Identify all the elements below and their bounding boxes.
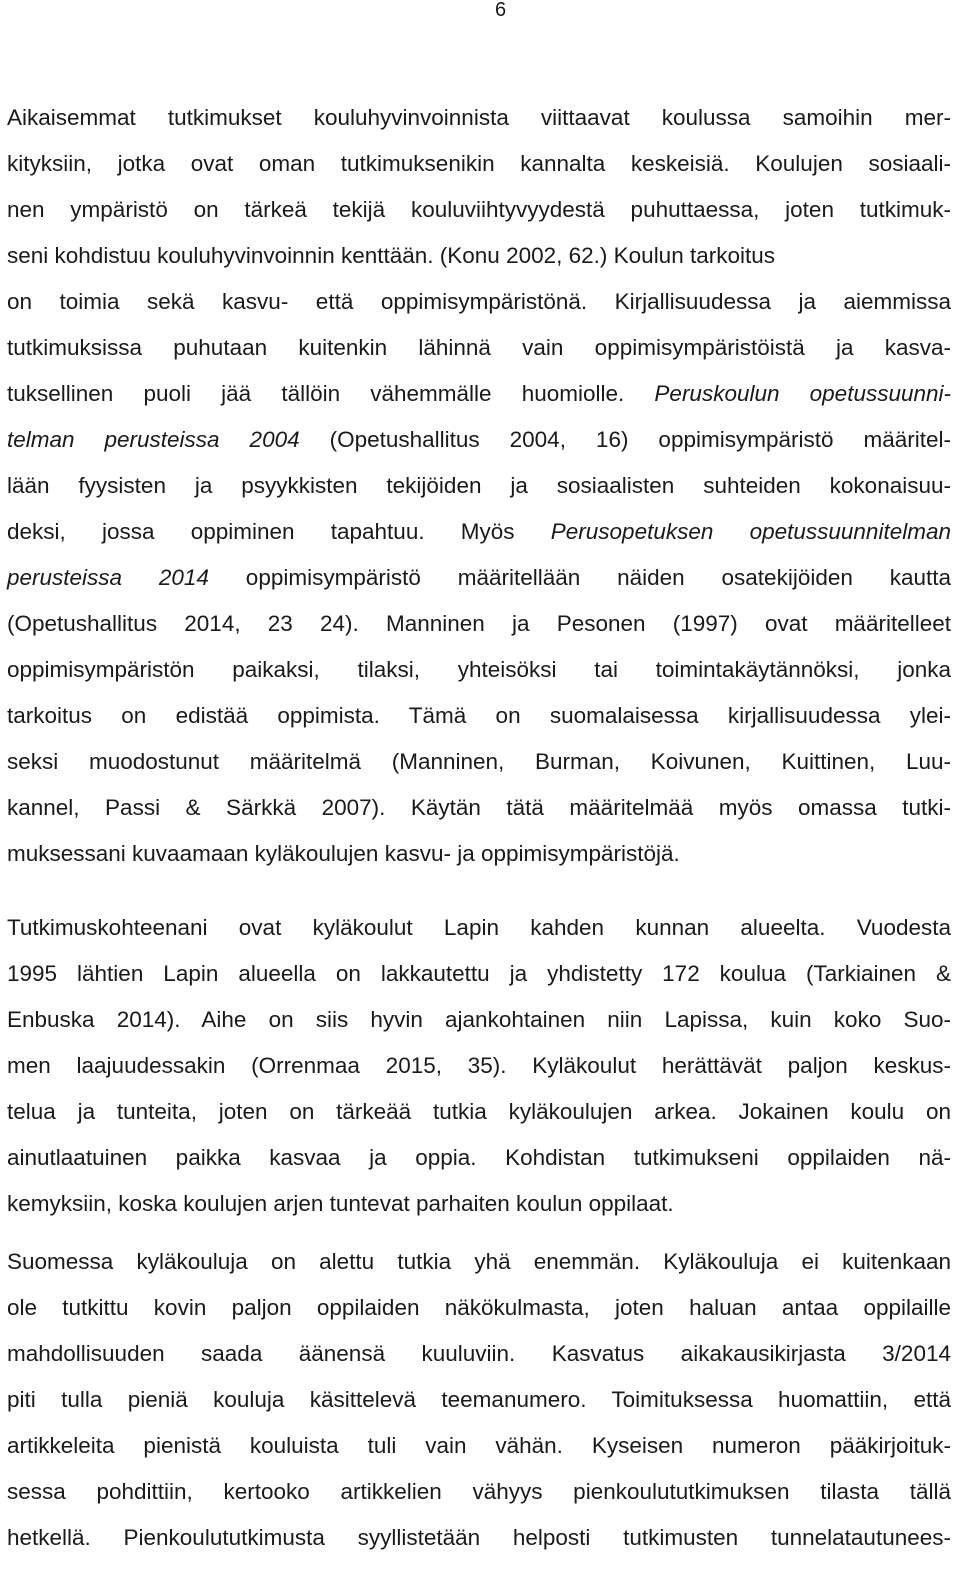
text-line bbox=[7, 141, 951, 187]
text-line bbox=[7, 601, 951, 647]
text-segment: men laajuudessakin (Orrenmaa 2015, 35). Kyläkoulut herättävät paljon keskus- bbox=[7, 1053, 951, 1078]
text-line bbox=[7, 509, 951, 555]
text-segment: (Opetushallitus 2014, 23 24). Manninen ja Pesonen (1997) ovat määritelleet bbox=[7, 611, 951, 636]
paragraph-2 bbox=[7, 905, 951, 1227]
page-number: 6 bbox=[495, 0, 507, 21]
text-line bbox=[7, 905, 951, 951]
text-line bbox=[7, 1331, 951, 1377]
text-line bbox=[7, 233, 951, 279]
text-line bbox=[7, 95, 951, 141]
text-line bbox=[7, 1423, 951, 1469]
text-line bbox=[7, 279, 951, 325]
text-line bbox=[7, 951, 951, 997]
text-line bbox=[7, 417, 951, 463]
text-line bbox=[7, 831, 951, 877]
text-line bbox=[7, 1239, 951, 1285]
text-line bbox=[7, 785, 951, 831]
text-line bbox=[7, 1377, 951, 1423]
text-line bbox=[7, 1181, 951, 1227]
text-segment: mahdollisuuden saada äänensä kuuluviin. Kasvatus aikakausikirjasta 3/2014 bbox=[7, 1341, 951, 1366]
text-line bbox=[7, 739, 951, 785]
text-segment: kemyksiin, koska koulujen arjen tuntevat parhaiten koulun oppilaat. bbox=[7, 1191, 674, 1216]
text-segment: sessa pohdittiin, kertooko artikkelien vähyys pienkoulututkimuksen tilasta tällä bbox=[7, 1479, 951, 1504]
italic-title: Peruskoulun opetussuunni- bbox=[654, 381, 951, 406]
text-segment: muksessani kuvaamaan kyläkoulujen kasvu- ja oppimisympäristöjä. bbox=[7, 841, 680, 866]
paragraph-3 bbox=[7, 1239, 951, 1561]
text-segment: Suomessa kyläkouluja on alettu tutkia yhä enemmän. Kyläkouluja ei kuitenkaan bbox=[7, 1249, 951, 1274]
text-line bbox=[7, 997, 951, 1043]
text-segment: hetkellä. Pienkoulututkimusta syyllistetään helposti tutkimusten tunnelatautunees- bbox=[7, 1525, 951, 1550]
text-segment: oppimisympäristön paikaksi, tilaksi, yhteisöksi tai toimintakäytännöksi, jonka bbox=[7, 657, 951, 682]
italic-title: perusteissa 2014 bbox=[7, 565, 209, 590]
text-segment: Tutkimuskohteenani ovat kyläkoulut Lapin kahden kunnan alueelta. Vuodesta bbox=[7, 915, 951, 940]
text-line bbox=[7, 1515, 951, 1561]
italic-title: telman perusteissa 2004 bbox=[7, 427, 300, 452]
text-segment: tarkoitus on edistää oppimista. Tämä on suomalaisessa kirjallisuudessa ylei- bbox=[7, 703, 951, 728]
text-line bbox=[7, 187, 951, 233]
text-line bbox=[7, 647, 951, 693]
text-segment: tuksellinen puoli jää tällöin vähemmälle huomiolle. bbox=[7, 381, 655, 406]
text-line bbox=[7, 463, 951, 509]
text-segment: Enbuska 2014). Aihe on siis hyvin ajankohtainen niin Lapissa, kuin koko Suo- bbox=[7, 1007, 951, 1032]
text-segment: ainutlaatuinen paikka kasvaa ja oppia. Kohdistan tutkimukseni oppilaiden nä- bbox=[7, 1145, 951, 1170]
text-segment: piti tulla pieniä kouluja käsittelevä teemanumero. Toimituksessa huomattiin, että bbox=[7, 1387, 951, 1412]
text-segment: Aikaisemmat tutkimukset kouluhyvinvoinnista viittaavat koulussa samoihin mer- bbox=[7, 105, 951, 130]
text-segment: seksi muodostunut määritelmä (Manninen, Burman, Koivunen, Kuittinen, Luu- bbox=[7, 749, 951, 774]
text-line bbox=[7, 555, 951, 601]
text-segment: lään fyysisten ja psyykkisten tekijöiden ja sosiaalisten suhteiden kokonaisuu- bbox=[7, 473, 951, 498]
text-line bbox=[7, 1285, 951, 1331]
text-segment: deksi, jossa oppiminen tapahtuu. Myös bbox=[7, 519, 551, 544]
text-segment: 1995 lähtien Lapin alueella on lakkautettu ja yhdistetty 172 koulua (Tarkiainen & bbox=[7, 961, 951, 986]
text-line bbox=[7, 1089, 951, 1135]
text-segment: ole tutkittu kovin paljon oppilaiden näkökulmasta, joten haluan antaa oppilaille bbox=[7, 1295, 951, 1320]
text-segment: seni kohdistuu kouluhyvinvoinnin kenttään. (Konu 2002, 62.) Koulun tarkoitus bbox=[7, 243, 775, 268]
text-segment: oppimisympäristö määritellään näiden osatekijöiden kautta bbox=[208, 565, 952, 590]
text-line bbox=[7, 1043, 951, 1089]
text-segment: tutkimuksissa puhutaan kuitenkin lähinnä vain oppimisympäristöistä ja kasva- bbox=[7, 335, 951, 360]
text-segment: on toimia sekä kasvu- että oppimisympäristönä. Kirjallisuudessa ja aiemmissa bbox=[7, 289, 951, 314]
text-line bbox=[7, 1469, 951, 1515]
paragraph-1 bbox=[7, 95, 951, 877]
text-segment: kannel, Passi & Särkkä 2007). Käytän tätä määritelmää myös omassa tutki- bbox=[7, 795, 951, 820]
text-line bbox=[7, 325, 951, 371]
text-segment: telua ja tunteita, joten on tärkeää tutkia kyläkoulujen arkea. Jokainen koulu on bbox=[7, 1099, 951, 1124]
text-segment: artikkeleita pienistä kouluista tuli vain vähän. Kyseisen numeron pääkirjoituk- bbox=[7, 1433, 951, 1458]
text-segment: nen ympäristö on tärkeä tekijä kouluviihtyvyydestä puhuttaessa, joten tutkimuk- bbox=[7, 197, 951, 222]
text-segment: kityksiin, jotka ovat oman tutkimuksenikin kannalta keskeisiä. Koulujen sosiaali- bbox=[7, 151, 951, 176]
text-line bbox=[7, 371, 951, 417]
text-line bbox=[7, 693, 951, 739]
italic-title: Perusopetuksen opetussuunnitelman bbox=[550, 519, 951, 544]
text-line bbox=[7, 1135, 951, 1181]
text-segment: (Opetushallitus 2004, 16) oppimisympäristö määritel- bbox=[299, 427, 951, 452]
